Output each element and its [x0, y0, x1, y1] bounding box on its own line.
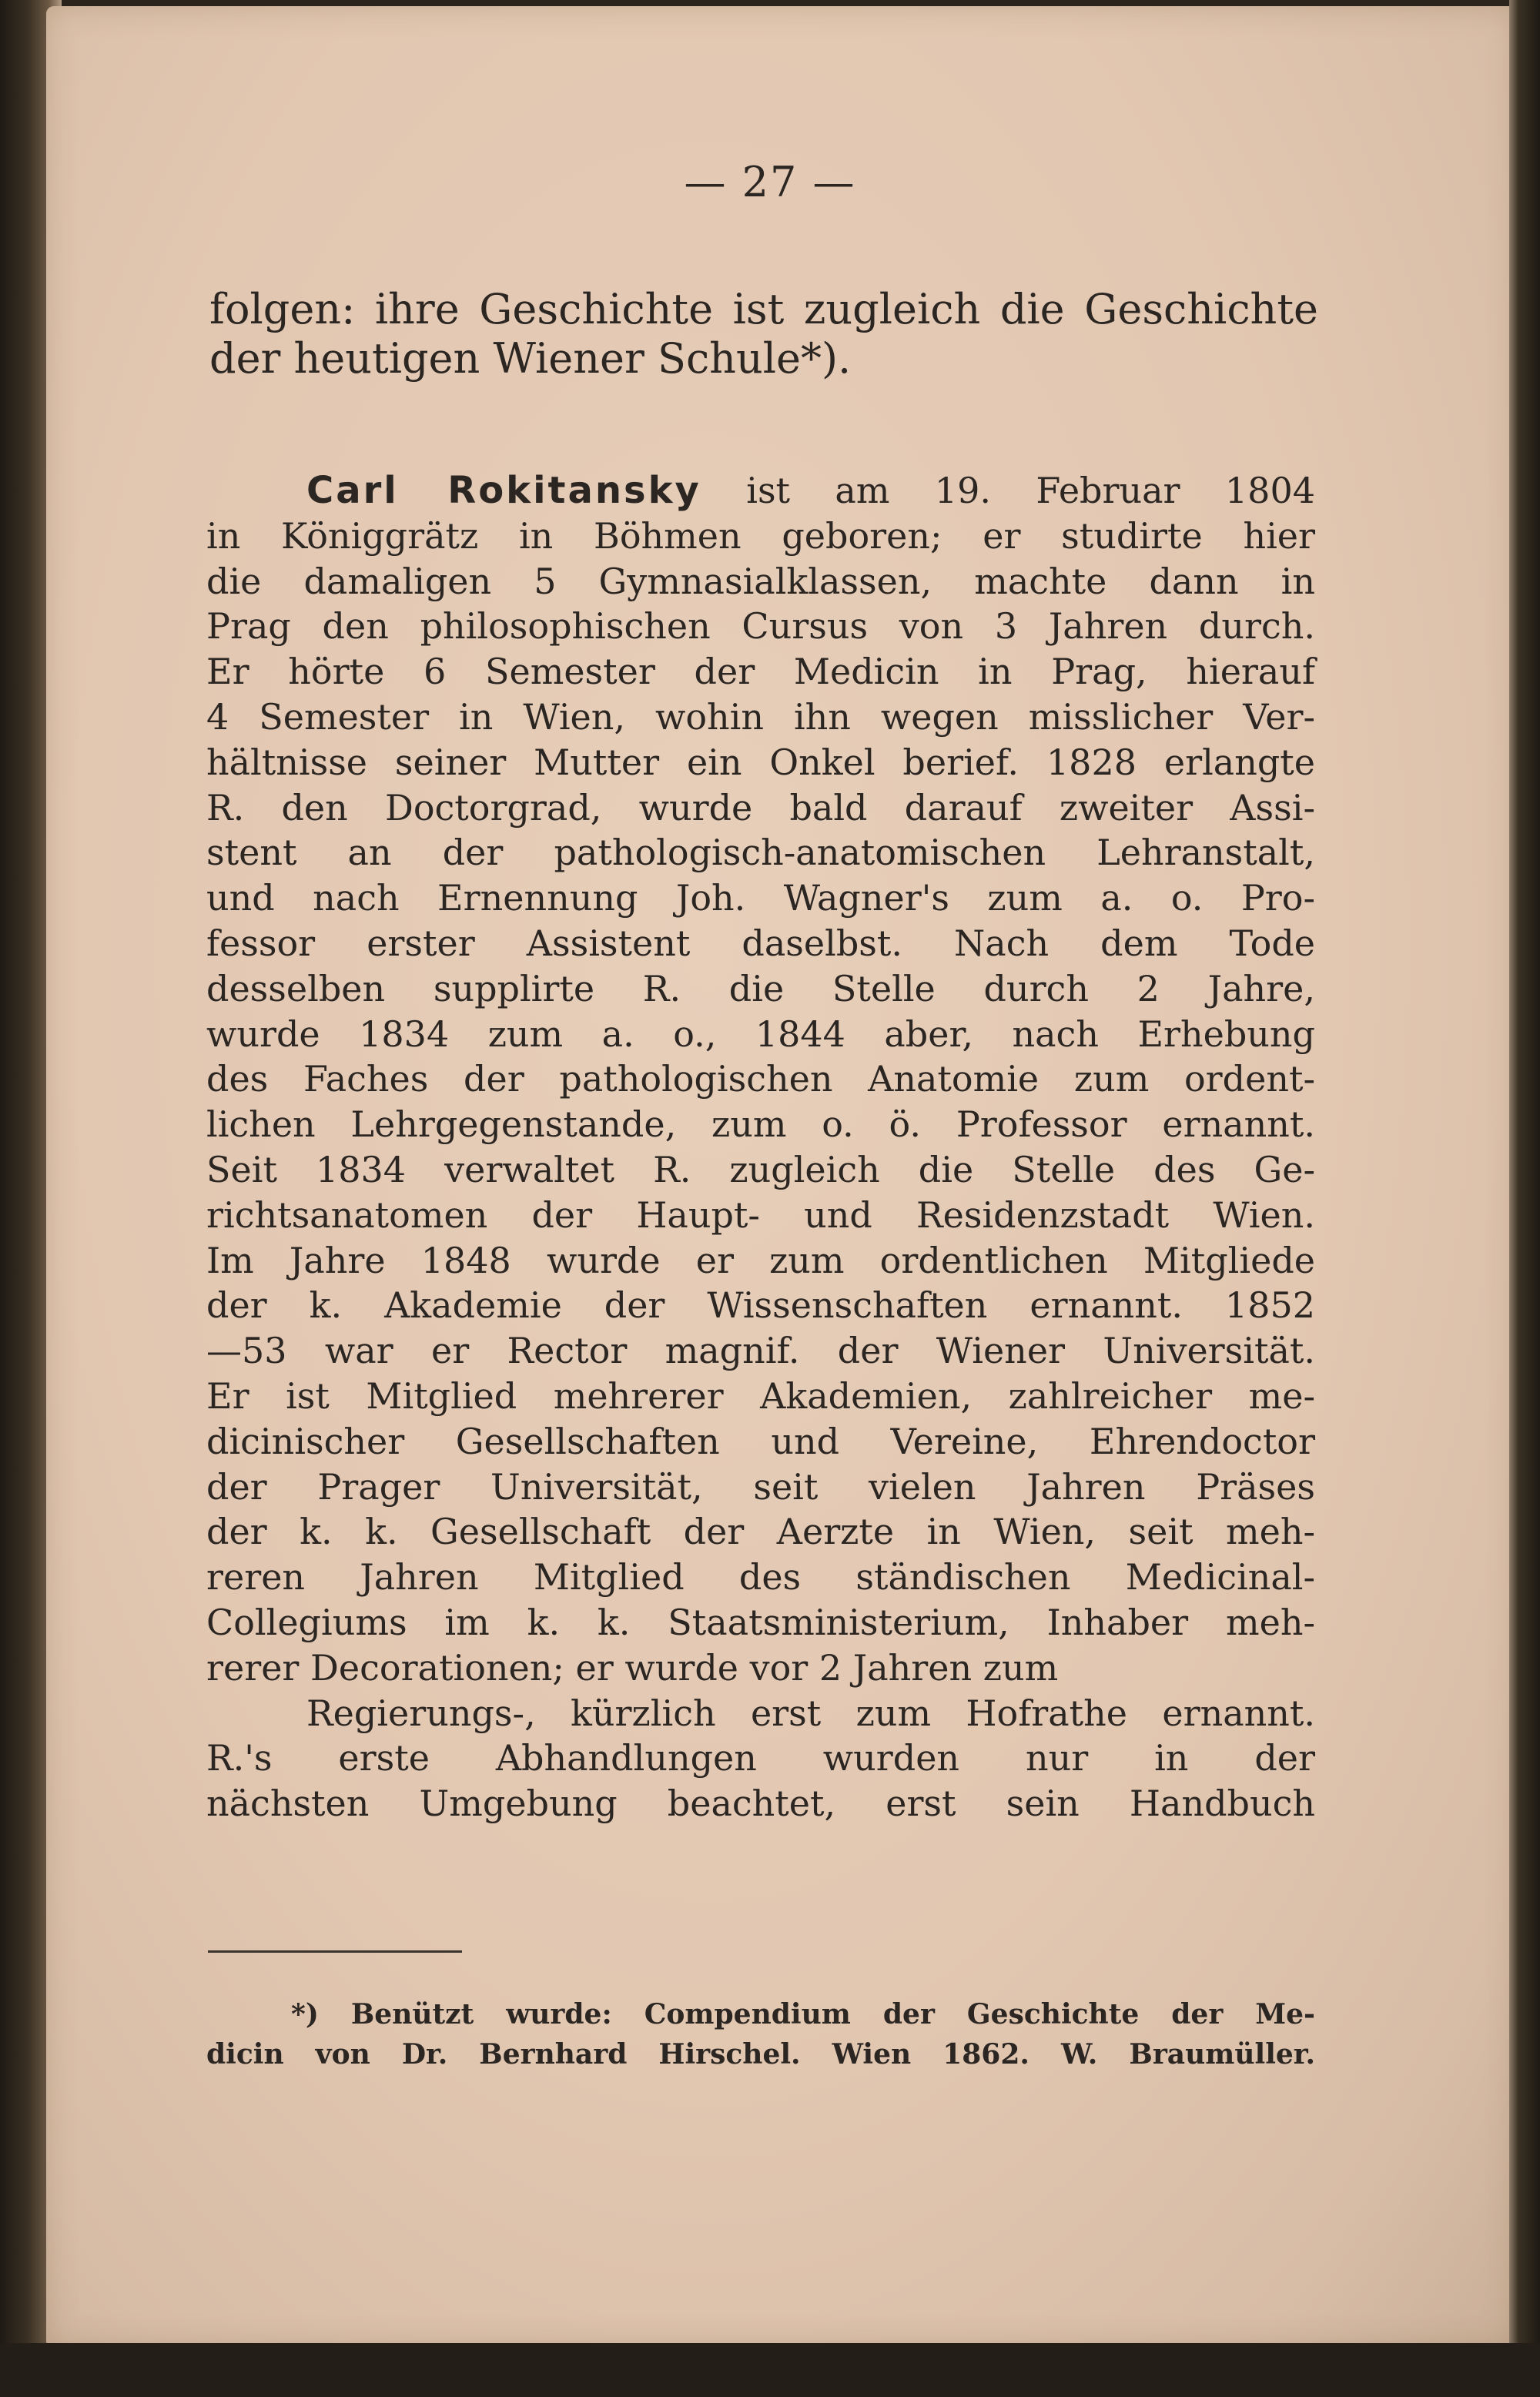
- book-spine-edge: [1509, 0, 1540, 2397]
- biography-paragraph: [206, 468, 1315, 1826]
- text-line: der k. k. Gesellschaft der Aerzte in Wien, seit meh-: [206, 1511, 1315, 1553]
- text-line: rerer Decorationen; er wurde vor 2 Jahren zum: [206, 1646, 1059, 1689]
- text-line: Im Jahre 1848 wurde er zum ordentlichen Mitgliede: [206, 1239, 1315, 1281]
- text-line: Regierungs-, kürzlich erst zum Hofrathe ernannt.: [306, 1692, 1315, 1734]
- text-line: lichen Lehrgegenstande, zum o. ö. Professor ernannt.: [206, 1103, 1315, 1146]
- text-line: der k. Akademie der Wissenschaften ernannt. 1852: [206, 1284, 1315, 1327]
- text-line: die damaligen 5 Gymnasialklassen, machte dann in: [206, 560, 1315, 602]
- text-line: Er ist Mitglied mehrerer Akademien, zahlreicher me-: [206, 1374, 1315, 1417]
- page-number: — 27 —: [684, 158, 856, 206]
- scan-background-edge: [0, 2343, 1540, 2397]
- text-line: nächsten Umgebung beachtet, erst sein Handbuch: [206, 1783, 1315, 1825]
- intro-paragraph: [209, 285, 1326, 383]
- biography-first-line: [206, 468, 1315, 514]
- text-line: Collegiums im k. k. Staatsministerium, Inhaber meh-: [206, 1601, 1315, 1643]
- text-line: des Faches der pathologischen Anatomie zum ordent-: [206, 1058, 1315, 1100]
- footnote: [206, 1994, 1315, 2074]
- text-line: wurde 1834 zum a. o., 1844 aber, nach Erhebung: [206, 1013, 1315, 1055]
- text-line: R.'s erste Abhandlungen wurden nur in der: [206, 1737, 1315, 1779]
- person-name: Carl Rokitansky: [306, 469, 701, 512]
- first-line-rest: ist am 19. Februar 1804: [746, 470, 1315, 511]
- text-line: 4 Semester in Wien, wohin ihn wegen misslicher Ver-: [206, 695, 1315, 738]
- intro-line: folgen: ihre Geschichte ist zugleich die Geschichte: [209, 285, 1318, 333]
- footnote-line: *) Benützt wurde: Compendium der Geschichte der Me-: [291, 1998, 1315, 2030]
- text-line: stent an der pathologisch-anatomischen Lehranstalt,: [206, 832, 1315, 874]
- text-line: reren Jahren Mitglied des ständischen Medicinal-: [206, 1556, 1315, 1599]
- text-line: und nach Ernennung Joh. Wagner's zum a. o. Pro-: [206, 877, 1315, 919]
- text-line: Er hörte 6 Semester der Medicin in Prag, hierauf: [206, 651, 1315, 693]
- text-line: —53 war er Rector magnif. der Wiener Universität.: [206, 1330, 1315, 1372]
- text-line: fessor erster Assistent daselbst. Nach dem Tode: [206, 922, 1315, 964]
- text-line: hältnisse seiner Mutter ein Onkel berief. 1828 erlangte: [206, 741, 1315, 783]
- intro-line: der heutigen Wiener Schule*).: [209, 334, 852, 383]
- text-line: Prag den philosophischen Cursus von 3 Jahren durch.: [206, 605, 1315, 648]
- text-line: desselben supplirte R. die Stelle durch 2 Jahre,: [206, 967, 1315, 1009]
- text-line: R. den Doctorgrad, wurde bald darauf zweiter Assi-: [206, 786, 1315, 829]
- text-line: in Königgrätz in Böhmen geboren; er studirte hier: [206, 514, 1315, 557]
- footnote-divider: [208, 1950, 462, 1953]
- text-line: dicinischer Gesellschaften und Vereine, Ehrendoctor: [206, 1420, 1315, 1462]
- text-line: Seit 1834 verwaltet R. zugleich die Stelle des Ge-: [206, 1148, 1315, 1190]
- text-line: der Prager Universität, seit vielen Jahren Präses: [206, 1465, 1315, 1508]
- text-line: richtsanatomen der Haupt- und Residenzstadt Wien.: [206, 1193, 1315, 1236]
- footnote-line: dicin von Dr. Bernhard Hirschel. Wien 1862. W. Braumüller.: [206, 2038, 1315, 2071]
